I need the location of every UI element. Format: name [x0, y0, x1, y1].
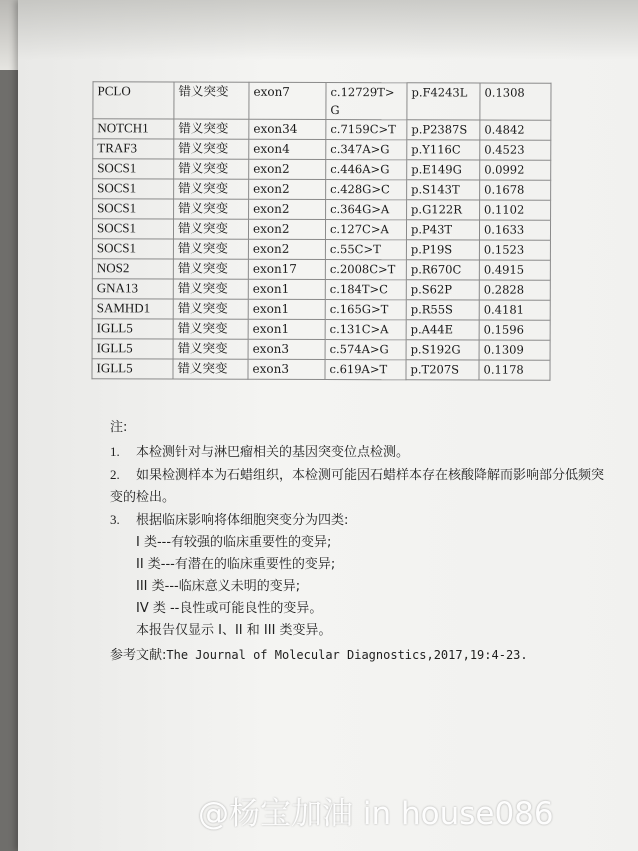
class-1: I 类---有较强的临床重要性的变异; [136, 535, 332, 550]
note-text: 变的检出。 [110, 490, 176, 505]
table-cell: 错义突变 [173, 299, 248, 319]
table-cell: p.S143T [407, 180, 480, 200]
table-row [92, 339, 550, 361]
table-cell: c.127C>A [325, 220, 406, 240]
table-row [92, 299, 550, 321]
note-number: 2. [110, 467, 120, 482]
note-item-2-cont [110, 487, 630, 509]
table-cell: exon1 [248, 319, 325, 339]
table-row [92, 279, 550, 301]
table-cell: p.E149G [407, 160, 480, 180]
table-cell: c.55C>T [325, 240, 406, 260]
table-cell: p.A44E [406, 320, 479, 340]
table-cell: exon2 [249, 159, 326, 179]
table-cell: 错义突变 [173, 259, 248, 279]
table-cell: exon2 [249, 199, 326, 219]
reference-text: The Journal of Molecular Diagnostics,2017,19:4-23. [166, 648, 528, 662]
table-cell: p.S62P [406, 280, 479, 300]
note-number: 1. [110, 444, 120, 459]
table-cell: p.S192G [406, 340, 479, 360]
table-cell: p.T207S [406, 360, 479, 380]
table-cell: exon2 [248, 239, 325, 259]
table-cell: exon17 [248, 259, 325, 279]
table-row [92, 259, 550, 281]
notes-label: 注: [110, 420, 128, 435]
table-cell: PCLO [93, 82, 174, 119]
table-cell: IGLL5 [92, 319, 173, 339]
table-cell: 错义突变 [173, 339, 248, 359]
class-3: III 类---临床意义未明的变异; [136, 579, 301, 594]
table-row [93, 82, 551, 121]
table-row [93, 139, 551, 161]
table-cell: 错义突变 [174, 199, 249, 219]
table-cell: c.131C>A [325, 320, 406, 340]
table-cell: c.619A>T [325, 360, 406, 380]
table-cell: p.R670C [406, 260, 479, 280]
table-cell: 错义突变 [174, 139, 249, 159]
table-cell: exon3 [248, 359, 325, 379]
table-cell: p.R55S [406, 300, 479, 320]
note-item-2 [110, 464, 630, 487]
table-cell: p.P19S [406, 240, 479, 260]
variant-table [91, 81, 551, 381]
table-cell: SOCS1 [93, 159, 174, 179]
table-cell: 0.4842 [480, 120, 551, 140]
table-cell: SOCS1 [92, 239, 173, 259]
table-cell: c.347A>G [326, 140, 407, 160]
table-cell: c.165G>T [325, 300, 406, 320]
table-row [93, 179, 551, 201]
note-text: 本检测针对与淋巴瘤相关的基因突变位点检测。 [136, 445, 410, 460]
table-cell: exon1 [248, 279, 325, 299]
table-cell: 错义突变 [174, 82, 249, 119]
table-cell: 错义突变 [173, 279, 248, 299]
note-text: 根据临床影响将体细胞突变分为四类: [136, 513, 349, 528]
table-cell: NOTCH1 [93, 119, 174, 139]
table-cell: c.574A>G [325, 340, 406, 360]
table-cell: IGLL5 [92, 339, 173, 359]
class-2: II 类---有潜在的临床重要性的变异; [136, 557, 336, 572]
table-row [92, 359, 550, 381]
table-cell: 错义突变 [174, 179, 249, 199]
table-row [93, 199, 551, 221]
report-note: 本报告仅显示 I、II 和 III 类变异。 [136, 623, 332, 638]
table-cell: c.428G>C [326, 180, 407, 200]
table-cell: c.7159C>T [326, 120, 407, 140]
page-shadow [18, 0, 638, 60]
table-cell: 0.1596 [479, 320, 550, 340]
table-cell: 0.1308 [480, 83, 551, 120]
table-cell: 0.1678 [480, 180, 551, 200]
table-cell: c.2008C>T [325, 260, 406, 280]
table-cell: exon34 [249, 119, 326, 139]
table-cell: 0.1633 [479, 220, 550, 240]
table-row [92, 239, 550, 261]
table-cell: c.12729T> G [326, 83, 407, 120]
table-cell: 0.1102 [480, 200, 551, 220]
reference-label: 参考文献: [110, 648, 167, 663]
table-row [92, 319, 550, 341]
notes-section [110, 416, 630, 667]
table-cell: TRAF3 [93, 139, 174, 159]
table-cell: p.P2387S [407, 120, 480, 140]
table-cell: exon4 [249, 139, 326, 159]
class-4: IV 类 --良性或可能良性的变异。 [136, 601, 323, 616]
table-row [92, 219, 550, 241]
table-cell: GNA13 [92, 279, 173, 299]
table-cell: IGLL5 [92, 359, 173, 379]
table-cell: 错义突变 [174, 119, 249, 139]
table-cell: SOCS1 [93, 199, 174, 219]
table-cell: 错义突变 [173, 359, 248, 379]
table-cell: 错义突变 [173, 319, 248, 339]
table-cell: p.G122R [407, 200, 480, 220]
table-cell: 错义突变 [174, 159, 249, 179]
table-cell: 0.4523 [480, 140, 551, 160]
watermark: @杨宝加油 in house086 [198, 796, 554, 832]
table-cell: 0.1309 [479, 340, 550, 360]
table-cell: 0.1178 [479, 360, 550, 380]
table-cell: SOCS1 [93, 179, 174, 199]
table-cell: NOS2 [92, 259, 173, 279]
table-cell: p.Y116C [407, 140, 480, 160]
table-cell: 0.4915 [479, 260, 550, 280]
table-cell: p.P43T [406, 220, 479, 240]
table-cell: exon7 [249, 82, 326, 119]
table-cell: exon2 [248, 219, 325, 239]
table-cell: 0.4181 [479, 300, 550, 320]
table-row [93, 119, 551, 141]
table-cell: exon2 [249, 179, 326, 199]
table-cell: 错义突变 [173, 219, 248, 239]
table-cell: exon1 [248, 299, 325, 319]
table-cell: c.184T>C [325, 280, 406, 300]
table-cell: p.F4243L [407, 83, 480, 120]
table-cell: 0.1523 [479, 240, 550, 260]
table-cell: 错义突变 [173, 239, 248, 259]
table-cell: exon3 [248, 339, 325, 359]
table-cell: c.364G>A [326, 200, 407, 220]
note-item-3 [110, 509, 630, 532]
table-cell: SAMHD1 [92, 299, 173, 319]
note-text: 如果检测样本为石蜡组织，本检测可能因石蜡样本存在核酸降解而影响部分低频突 [136, 468, 605, 483]
note-item-1 [110, 441, 630, 464]
note-number: 3. [110, 512, 120, 527]
table-cell: c.446A>G [326, 160, 407, 180]
reference [110, 644, 630, 667]
table-cell: 0.0992 [480, 160, 551, 180]
table-row [93, 159, 551, 181]
table-cell: SOCS1 [92, 219, 173, 239]
table-cell: 0.2828 [479, 280, 550, 300]
